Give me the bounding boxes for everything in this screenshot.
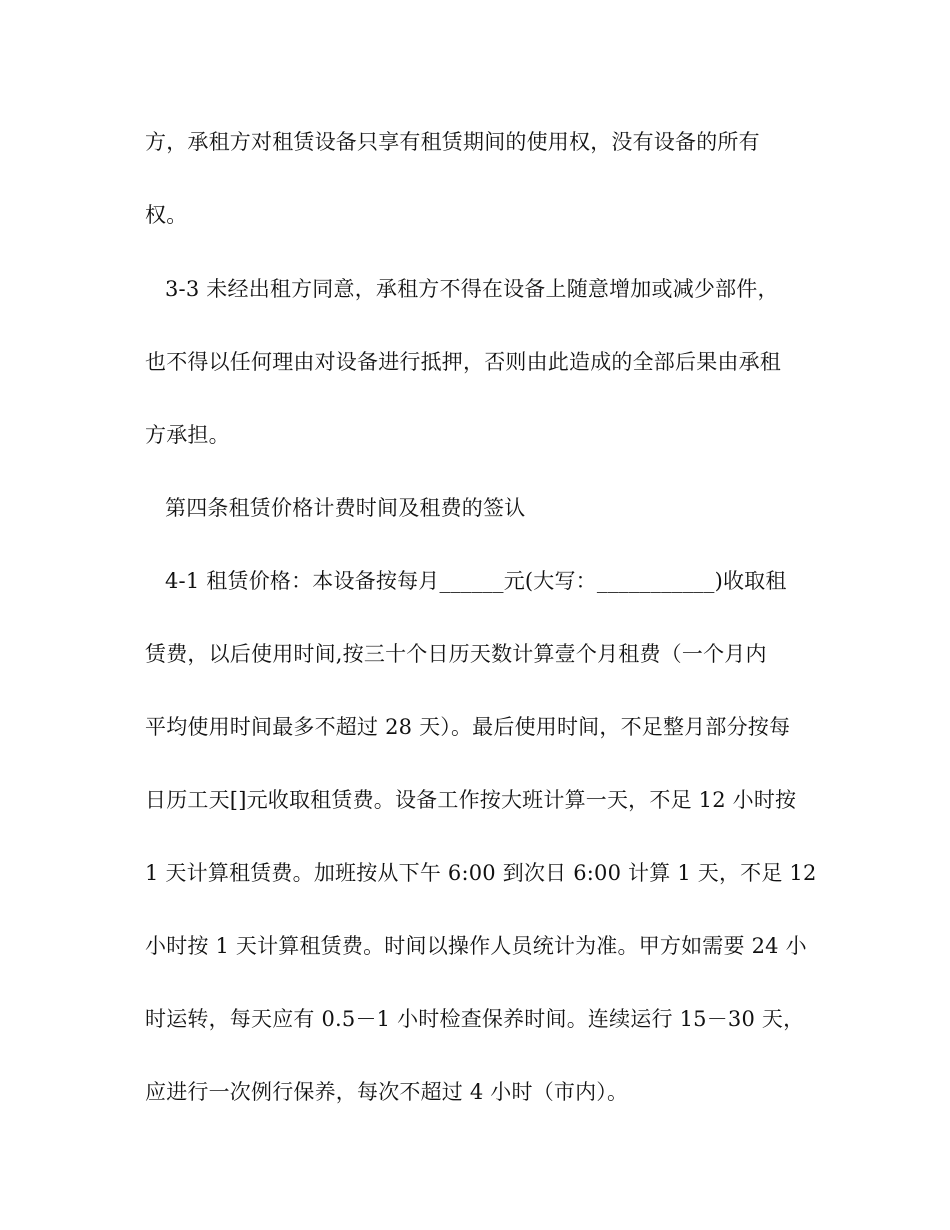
section-heading-article-4: 第四条租赁价格计费时间及租费的签认 <box>165 496 526 520</box>
paragraph-4-1-line-2: 赁费，以后使用时间,按三十个日历天数计算壹个月租费（一个月内 <box>145 642 767 666</box>
paragraph-4-1-line-7: 时运转，每天应有 0.5－1 小时检查保养时间。连续运行 15－30 天， <box>145 1007 805 1031</box>
paragraph-4-1-line-8: 应进行一次例行保养，每次不超过 4 小时（市内）。 <box>145 1080 629 1104</box>
paragraph-4-1-line-5: 1 天计算租赁费。加班按从下午 6:00 到次日 6:00 计算 1 天，不足 12 <box>145 861 817 885</box>
paragraph-4-1-line-1: 4-1 租赁价格：本设备按每月______元(大写：___________)收取租 <box>165 569 787 593</box>
paragraph-3-3-line-3: 方承担。 <box>145 423 230 447</box>
paragraph-4-1-line-4: 日历工天[]元收取租赁费。设备工作按大班计算一天，不足 12 小时按 <box>145 788 797 812</box>
text-line-2: 权。 <box>145 203 188 227</box>
paragraph-4-1-line-3: 平均使用时间最多不超过 28 天）。最后使用时间，不足整月部分按每 <box>145 715 791 739</box>
paragraph-3-3-line-1: 3-3 未经出租方同意，承租方不得在设备上随意增加或减少部件， <box>165 277 779 301</box>
paragraph-3-3-line-2: 也不得以任何理由对设备进行抵押，否则由此造成的全部后果由承租 <box>145 350 781 374</box>
text-line-1: 方，承租方对租赁设备只享有租赁期间的使用权，没有设备的所有 <box>145 130 760 154</box>
paragraph-4-1-line-6: 小时按 1 天计算租赁费。时间以操作人员统计为准。甲方如需要 24 小 <box>145 934 807 958</box>
